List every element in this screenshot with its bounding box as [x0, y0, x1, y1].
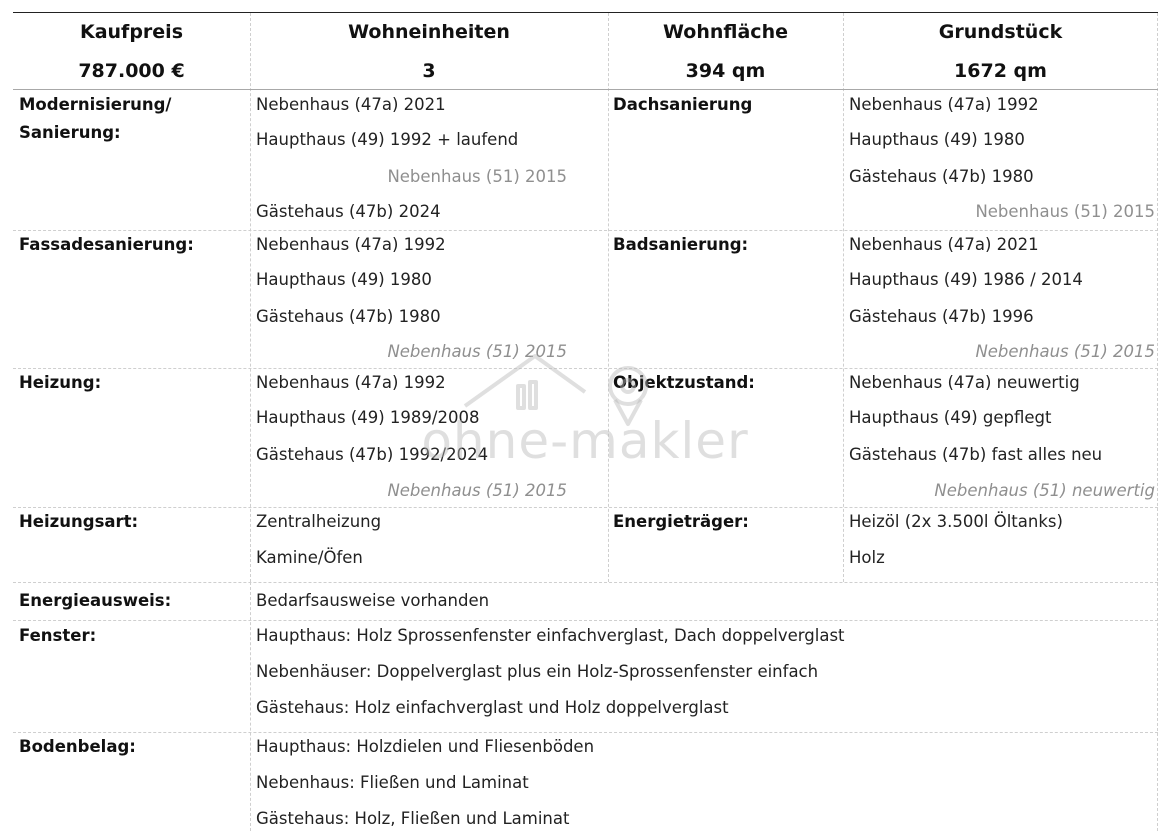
bad-value: Haupthaus (49) 1986 / 2014	[849, 270, 1083, 289]
row-separator	[13, 368, 1158, 369]
column-divider	[843, 13, 844, 582]
header-kaufpreis-title: Kaufpreis	[79, 21, 183, 43]
heizung-value: Gästehaus (47b) 1992/2024	[256, 445, 489, 464]
header-grundstueck-value: 1672 qm	[954, 60, 1047, 82]
fenster-value: Haupthaus: Holz Sprossenfenster einfachverglast, Dach doppelverglast	[256, 626, 845, 645]
bad-value: Gästehaus (47b) 1996	[849, 307, 1034, 326]
label-heizung: Heizung:	[19, 373, 102, 392]
bad-value: Nebenhaus (51) 2015	[975, 342, 1155, 361]
bodenbelag-value: Nebenhaus: Fließen und Laminat	[256, 773, 529, 792]
modernisierung-value: Haupthaus (49) 1992 + laufend	[256, 130, 519, 149]
bad-value: Nebenhaus (47a) 2021	[849, 235, 1039, 254]
header-wohnflaeche-title: Wohnfläche	[663, 21, 788, 43]
heizungsart-value: Zentralheizung	[256, 512, 382, 531]
label-dachsanierung: Dachsanierung	[613, 95, 753, 114]
dachsanierung-value: Haupthaus (49) 1980	[849, 130, 1025, 149]
fassade-value: Haupthaus (49) 1980	[256, 270, 432, 289]
fenster-value: Gästehaus: Holz einfachverglast und Holz doppelverglast	[256, 698, 729, 717]
bodenbelag-value: Gästehaus: Holz, Fließen und Laminat	[256, 809, 570, 828]
dachsanierung-value: Gästehaus (47b) 1980	[849, 167, 1034, 186]
row-separator	[13, 582, 1158, 583]
label-bodenbelag: Bodenbelag:	[19, 737, 136, 756]
label-fassadesanierung: Fassadesanierung:	[19, 235, 194, 254]
energieausweis-value: Bedarfsausweise vorhanden	[256, 591, 490, 610]
objektzustand-value: Gästehaus (47b) fast alles neu	[849, 445, 1103, 464]
row-separator	[13, 230, 1158, 231]
label-energietraeger: Energieträger:	[613, 512, 749, 531]
heizung-value: Haupthaus (49) 1989/2008	[256, 408, 480, 427]
label-objektzustand: Objektzustand:	[613, 373, 755, 392]
energietraeger-value: Heizöl (2x 3.500l Öltanks)	[849, 512, 1063, 531]
header-wohneinheiten-value: 3	[422, 60, 436, 82]
row-separator	[13, 507, 1158, 508]
modernisierung-value: Nebenhaus (47a) 2021	[256, 95, 446, 114]
header-grundstueck-title: Grundstück	[938, 21, 1063, 43]
label-badsanierung: Badsanierung:	[613, 235, 749, 254]
fassade-value: Gästehaus (47b) 1980	[256, 307, 441, 326]
label-energieausweis: Energieausweis:	[19, 591, 172, 610]
objektzustand-value: Haupthaus (49) gepflegt	[849, 408, 1052, 427]
label-heizungsart: Heizungsart:	[19, 512, 139, 531]
objektzustand-value: Nebenhaus (51) neuwertig	[934, 481, 1155, 500]
header-wohneinheiten-title: Wohneinheiten	[348, 21, 510, 43]
label-fenster: Fenster:	[19, 626, 97, 645]
heizung-value: Nebenhaus (51) 2015	[387, 481, 567, 500]
column-divider	[250, 13, 251, 582]
row-separator	[13, 732, 1158, 733]
modernisierung-value: Gästehaus (47b) 2024	[256, 202, 441, 221]
property-details-table	[13, 12, 1158, 831]
fenster-value: Nebenhäuser: Doppelverglast plus ein Holz-Sprossenfenster einfach	[256, 662, 819, 681]
bodenbelag-value: Haupthaus: Holzdielen und Fliesenböden	[256, 737, 595, 756]
heizung-value: Nebenhaus (47a) 1992	[256, 373, 446, 392]
header-separator	[13, 89, 1158, 90]
watermark-text: ohne-makler	[421, 412, 749, 470]
objektzustand-value: Nebenhaus (47a) neuwertig	[849, 373, 1080, 392]
modernisierung-value: Nebenhaus (51) 2015	[387, 167, 567, 186]
energietraeger-value: Holz	[849, 548, 885, 567]
table-right-border	[1157, 13, 1158, 831]
header-wohnflaeche-value: 394 qm	[685, 60, 766, 82]
column-divider	[608, 13, 609, 582]
dachsanierung-value: Nebenhaus (51) 2015	[975, 202, 1155, 221]
header-kaufpreis-value: 787.000 €	[78, 60, 185, 82]
row-separator	[13, 620, 1158, 621]
label-sanierung: Sanierung:	[19, 123, 121, 142]
dachsanierung-value: Nebenhaus (47a) 1992	[849, 95, 1039, 114]
fassade-value: Nebenhaus (47a) 1992	[256, 235, 446, 254]
heizungsart-value: Kamine/Öfen	[256, 548, 363, 567]
fassade-value: Nebenhaus (51) 2015	[387, 342, 567, 361]
label-modernisierung: Modernisierung/	[19, 95, 172, 114]
